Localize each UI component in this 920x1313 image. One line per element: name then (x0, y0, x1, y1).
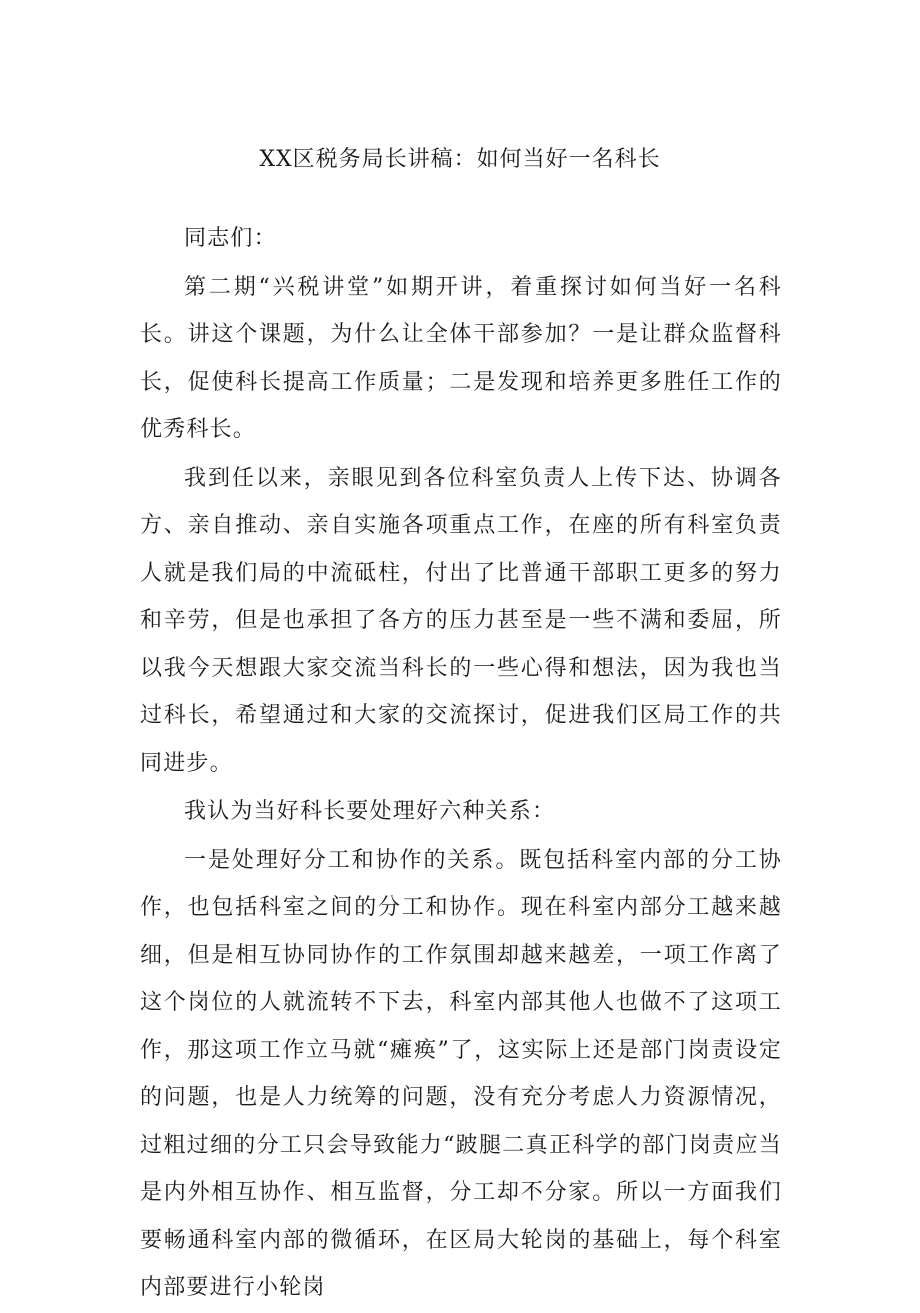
background-paragraph: 我到任以来，亲眼见到各位科室负责人上传下达、协调各方、亲自推动、亲自实施各项重点工作，在座的所有科室负责人就是我们局的中流砥柱，付出了比普通干部职工更多的努力和辛劳，但是也承担了各方的压力甚至是一些不满和委屈，所以我今天想跟大家交流当科长的一些心得和想法，因为我也当过科长，希望通过和大家的交流探讨，促进我们区局工作的共同进步。 (140, 465, 782, 776)
intro-paragraph: 第二期“兴税讲堂”如期开讲，着重探讨如何当好一名科长。讲这个课题，为什么让全体干部参加？一是让群众监督科长，促使科长提高工作质量；二是发现和培养更多胜任工作的优秀科长。 (140, 274, 782, 442)
document-title: XX区税务局长讲稿：如何当好一名科长 (259, 147, 661, 172)
document-body (140, 215, 782, 1313)
salutation-paragraph: 同志们： (184, 226, 277, 251)
six-relations-paragraph: 我认为当好科长要处理好六种关系： (184, 799, 556, 824)
division-cooperation-paragraph: 一是处理好分工和协作的关系。既包括科室内部的分工协作，也包括科室之间的分工和协作。现在科室内部分工越来越细，但是相互协同协作的工作氛围却越来越差，一项工作离了这个岗位的人就流转不下去，科室内部其他人也做不了这项工作，那这项工作立马就“瘫痪”了，这实际上还是部门岗责设定的问题，也是人力统筹的问题，没有充分考虑人力资源情况，过粗过细的分工只会导致能力“跛腿二真正科学的部门岗责应当是内外相互协作、相互监督，分工却不分家。所以一方面我们要畅通科室内部的微循环，在区局大轮岗的基础上，每个科室内部要进行小轮岗 (140, 847, 782, 1300)
